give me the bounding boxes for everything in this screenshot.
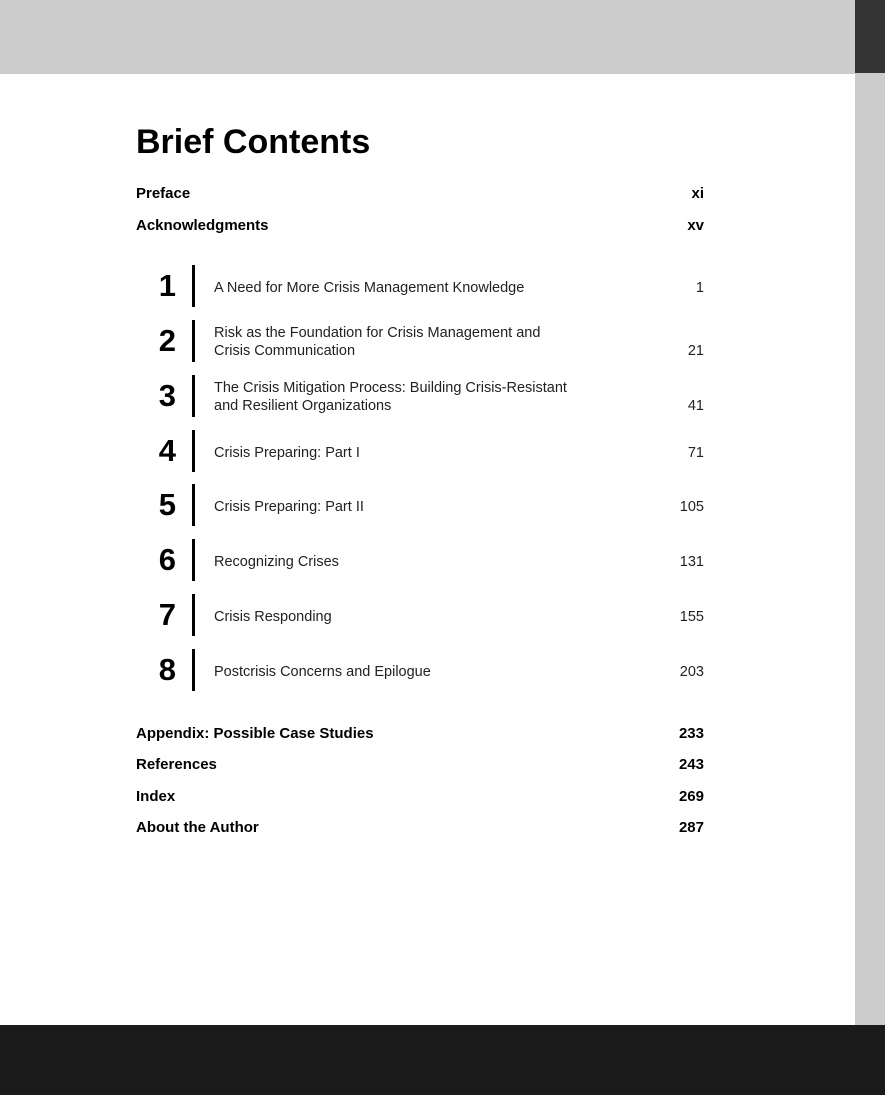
toc-chapter-8[interactable] — [136, 649, 704, 691]
chapter-title — [214, 324, 634, 360]
chapter-title-line: A Need for More Crisis Management Knowledge — [214, 280, 525, 296]
toc-entry-acknowledgments[interactable] — [136, 216, 704, 236]
toc-entry-label: About the Author — [136, 819, 259, 836]
chapter-divider — [192, 265, 195, 307]
toc-chapter-6[interactable] — [136, 539, 704, 581]
chapter-title — [214, 663, 634, 681]
chapter-divider — [192, 320, 195, 362]
toc-chapter-1[interactable] — [136, 265, 704, 307]
scrollbar-thumb[interactable] — [855, 0, 885, 73]
chapter-page: 1 — [695, 280, 704, 296]
chapter-divider — [192, 539, 195, 581]
viewer-top-margin — [0, 0, 855, 74]
chapter-number: 7 — [158, 597, 176, 632]
toc-entry-about-the-author[interactable] — [136, 818, 704, 838]
toc-entry-appendix[interactable] — [136, 724, 704, 744]
viewer-bottom-bar — [0, 1025, 885, 1095]
toc-entry-label: Acknowledgments — [136, 217, 269, 234]
toc-entry-page: 233 — [678, 725, 704, 742]
chapter-divider — [192, 649, 195, 691]
chapter-page: 131 — [679, 554, 704, 570]
chapter-page: 155 — [679, 609, 704, 625]
toc-entry-index[interactable] — [136, 787, 704, 807]
toc-chapter-3[interactable] — [136, 375, 704, 417]
page-title: Brief Contents — [136, 123, 371, 161]
toc-entry-label: Preface — [136, 185, 191, 202]
toc-chapter-7[interactable] — [136, 594, 704, 636]
chapter-number: 4 — [158, 433, 176, 468]
toc-entry-preface[interactable] — [136, 184, 704, 204]
chapter-number: 6 — [158, 542, 176, 577]
chapter-divider — [192, 594, 195, 636]
chapter-title-line: Postcrisis Concerns and Epilogue — [214, 664, 431, 680]
chapter-title — [214, 498, 634, 516]
toc-entry-page: 287 — [678, 819, 704, 836]
scrollbar-track[interactable] — [855, 0, 885, 1025]
chapter-title-line: Crisis Preparing: Part II — [214, 499, 364, 515]
chapter-title — [214, 279, 634, 297]
chapter-page: 71 — [687, 445, 704, 461]
toc-entry-page: xi — [691, 185, 704, 202]
chapter-number: 1 — [158, 268, 176, 303]
toc-entry-label: References — [136, 756, 217, 773]
chapter-title — [214, 444, 634, 462]
toc-entry-label: Index — [136, 788, 176, 805]
toc-chapter-5[interactable] — [136, 484, 704, 526]
chapter-page: 21 — [687, 343, 704, 359]
chapter-number: 3 — [158, 378, 176, 413]
chapter-page: 203 — [679, 664, 704, 680]
chapter-title-line: Crisis Preparing: Part I — [214, 445, 360, 461]
chapter-title — [214, 553, 634, 571]
chapter-title-line: Risk as the Foundation for Crisis Management and — [214, 325, 541, 341]
toc-chapter-4[interactable] — [136, 430, 704, 472]
chapter-title-line: and Resilient Organizations — [214, 398, 392, 414]
document-page — [0, 74, 855, 1025]
chapter-title-line: Crisis Responding — [214, 609, 332, 625]
chapter-divider — [192, 375, 195, 417]
chapter-title — [214, 608, 634, 626]
chapter-number: 8 — [158, 652, 176, 687]
chapter-page: 41 — [687, 398, 704, 414]
chapter-number: 2 — [158, 323, 176, 358]
chapter-title-line: Crisis Communication — [214, 343, 356, 359]
toc-chapter-2[interactable] — [136, 320, 704, 362]
chapter-number: 5 — [158, 487, 176, 522]
toc-entry-page: 269 — [678, 788, 704, 805]
toc-entry-page: xv — [687, 217, 704, 234]
chapter-title — [214, 379, 634, 415]
toc-entry-references[interactable] — [136, 755, 704, 775]
toc-entry-label: Appendix: Possible Case Studies — [136, 725, 374, 742]
toc-entry-page: 243 — [678, 756, 704, 773]
chapter-divider — [192, 484, 195, 526]
chapter-divider — [192, 430, 195, 472]
chapter-page: 105 — [679, 499, 704, 515]
chapter-title-line: Recognizing Crises — [214, 554, 339, 570]
chapter-title-line: The Crisis Mitigation Process: Building Crisis-Resistant — [214, 380, 567, 396]
